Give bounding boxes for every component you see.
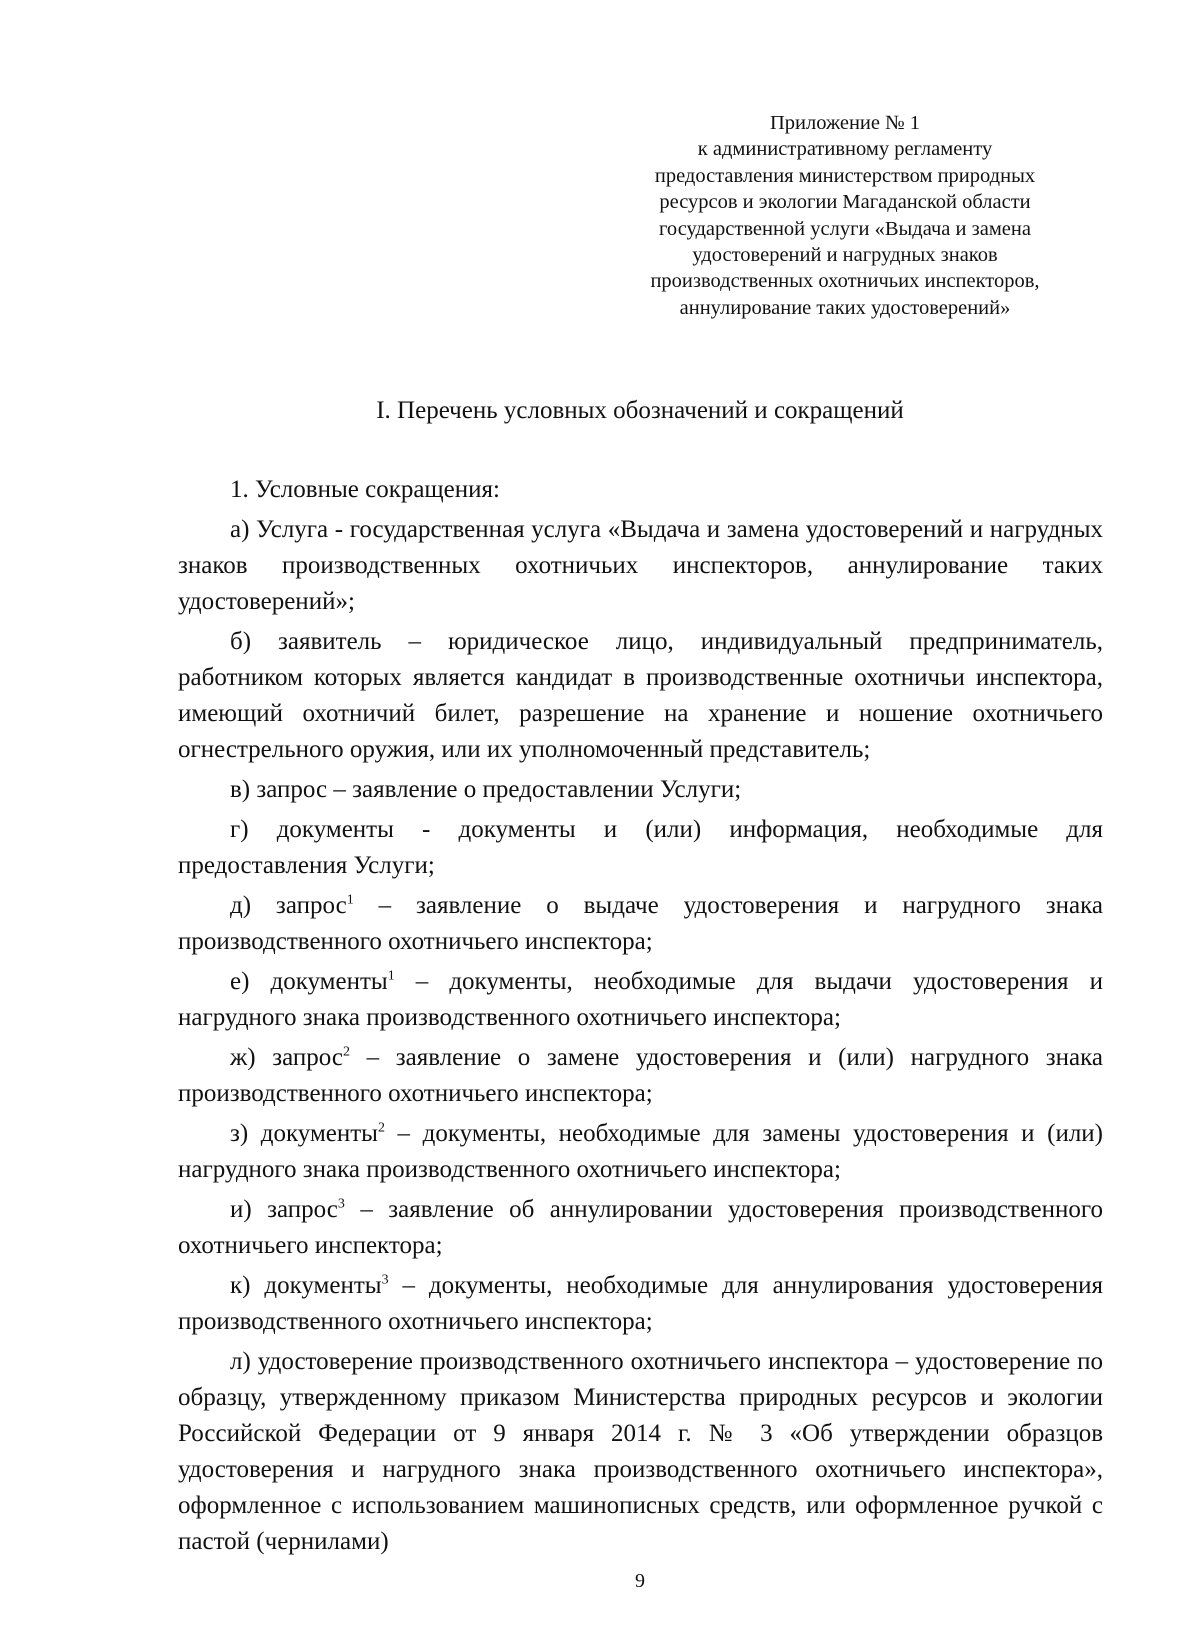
item-text: г) документы - документы и (или) информация, необходимые для предоставления Услуги; — [178, 816, 1103, 879]
item-text: – заявление о замене удостоверения и (или) нагрудного знака производственного охотничьего инспектора; — [178, 1044, 1103, 1107]
item-text: – заявление о выдаче удостоверения и нагрудного знака производственного охотничьего инспектора; — [178, 892, 1103, 955]
item-text: ж) запрос — [230, 1044, 343, 1071]
footnote-mark: 3 — [381, 1272, 389, 1288]
definition-item — [178, 964, 1103, 1036]
item-text: д) запрос — [230, 892, 347, 919]
appendix-line: предоставления министерством природных — [654, 164, 1036, 187]
definition-item — [178, 1192, 1103, 1264]
footnote-mark: 1 — [387, 968, 395, 984]
subsection-heading: 1. Условные сокращения: — [230, 476, 500, 503]
item-text: а) Услуга - государственная услуга «Выдача и замена удостоверений и нагрудных знаков производственных охотничьих инспекторов, аннулирование таких удостоверений»; — [178, 516, 1103, 615]
appendix-line: Приложение № 1 — [769, 112, 921, 134]
item-text: – документы, необходимые для выдачи удостоверения и нагрудного знака производственного охотничьего инспектора; — [178, 968, 1103, 1031]
appendix-line: к административному регламенту — [697, 138, 993, 161]
definition-item — [178, 1268, 1103, 1340]
item-text: л) удостоверение производственного охотничьего инспектора – удостоверение по образцу, утвержденному приказом Министерства природных ресурсов и экологии Российской Федерации от 9 января 2014 г. № 3 «Об утверждении образцов удостоверения и нагрудного знака производственного охотничьего инспектора», оформленное с использованием машинописных средств, или оформленное ручкой с пастой (чернилами) — [178, 1348, 1103, 1555]
item-text: – заявление об аннулировании удостоверения производственного охотничьего инспектора; — [178, 1196, 1104, 1259]
page-number: 9 — [635, 1570, 645, 1592]
definition-item — [178, 812, 1103, 884]
definition-item — [178, 512, 1103, 620]
definition-item — [178, 888, 1103, 960]
footnote-mark: 3 — [337, 1196, 345, 1212]
appendix-line: государственной услуги «Выдача и замена — [659, 217, 1031, 240]
appendix-line: производственных охотничьих инспекторов, — [650, 270, 1040, 293]
appendix-line: аннулирование таких удостоверений» — [679, 296, 1011, 319]
footnote-mark: 2 — [377, 1120, 385, 1136]
item-text: – документы, необходимые для замены удостоверения и (или) нагрудного знака производственного охотничьего инспектора; — [178, 1120, 1104, 1183]
footnote-mark: 2 — [342, 1044, 350, 1060]
item-text: – документы, необходимые для аннулирования удостоверения производственного охотничьего инспектора; — [178, 1272, 1104, 1335]
item-text: к) документы — [230, 1272, 382, 1299]
appendix-line: удостоверений и нагрудных знаков — [692, 244, 998, 267]
appendix-line: ресурсов и экологии Магаданской области — [659, 191, 1031, 214]
item-text: в) запрос – заявление о предоставлении Услуги; — [230, 776, 742, 803]
footnote-mark: 1 — [346, 892, 354, 908]
definition-item — [178, 1344, 1103, 1560]
definition-item — [178, 1040, 1103, 1112]
item-text: е) документы — [230, 968, 388, 995]
definition-item — [178, 1116, 1103, 1188]
appendix-header — [600, 110, 1090, 321]
document-body — [178, 472, 1103, 1560]
item-text: б) заявитель – юридическое лицо, индивидуальный предприниматель, работником которых является кандидат в производственные охотничьи инспектора, имеющий охотничий билет, разрешение на хранение и ношение охотничьего огнестрельного оружия, или их уполномоченный представитель; — [178, 628, 1103, 763]
section-title: I. Перечень условных обозначений и сокращений — [376, 397, 904, 424]
definition-item — [178, 772, 1103, 808]
definition-item — [178, 624, 1103, 768]
item-text: и) запрос — [230, 1196, 338, 1223]
item-text: з) документы — [230, 1120, 378, 1147]
